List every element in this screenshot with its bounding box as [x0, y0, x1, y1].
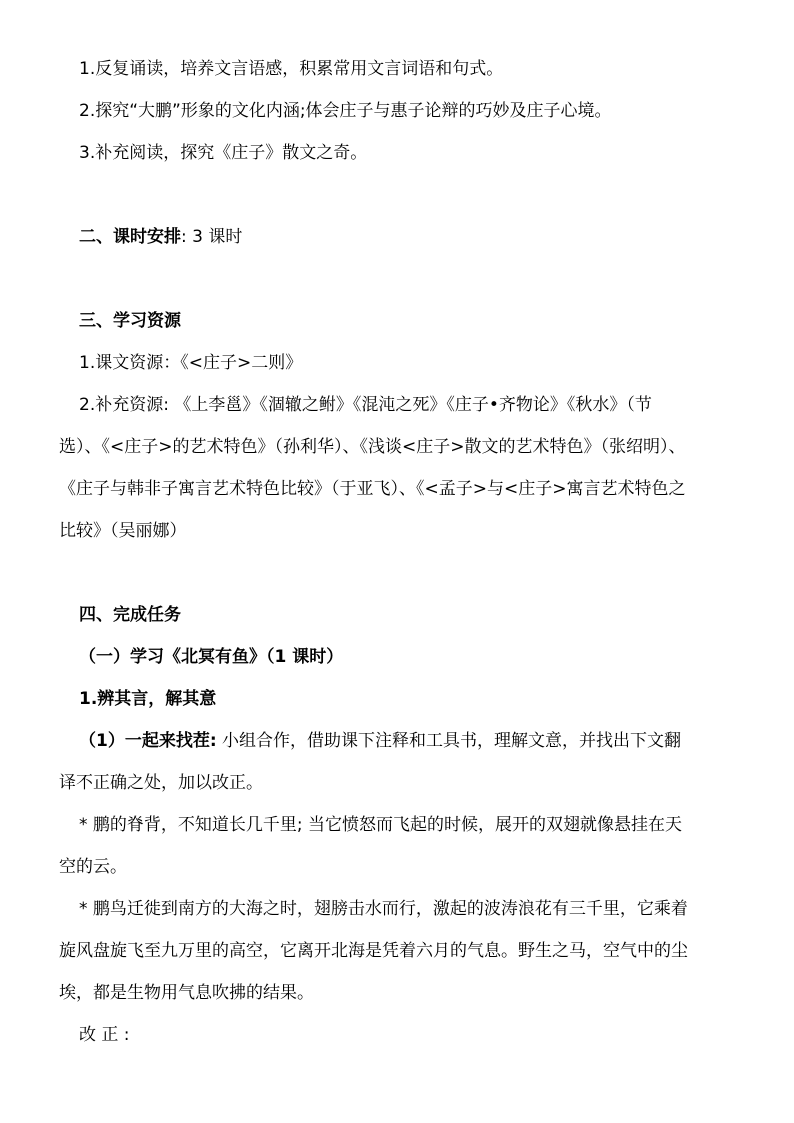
resource-item-2-line: 比较》（吴丽娜）: [59, 521, 187, 541]
task-text-line: 译不正确之处，加以改正。: [59, 773, 263, 793]
point-heading: 1.辨其言，解其意: [79, 689, 217, 709]
quote-1-line: 空的云。: [59, 857, 127, 877]
resource-item-2-line: 选）、《<庄子>的艺术特色》（孙利华）、《浅谈<庄子>散文的艺术特色》（张绍明）、: [59, 437, 686, 457]
correction-label: 改 正 :: [79, 1025, 130, 1045]
objective-3: 3.补充阅读，探究《庄子》散文之奇。: [79, 143, 368, 163]
resource-item-2-line: 2.补充资源: 《上李邕》《涸辙之鲋》《混沌之死》《庄子•齐物论》《秋水》（节: [79, 395, 652, 415]
resource-item-1: 1.课文资源：《<庄子>二则》: [79, 353, 303, 373]
quote-1-line: * 鹏的脊背，不知道长几千里; 当它愤怒而飞起的时候，展开的双翅就像悬挂在天: [79, 815, 683, 835]
quote-2-line: 旋风盘旋飞至九万里的高空，它离开北海是凭着六月的气息。野生之马，空气中的尘: [59, 941, 688, 961]
resource-item-2-line: 《庄子与韩非子寓言艺术特色比较》（于亚飞）、《<孟子>与<庄子>寓言艺术特色之: [59, 479, 686, 499]
quote-2-line: 埃，都是生物用气息吹拂的结果。: [59, 983, 314, 1003]
task-text: 小组合作，借助课下注释和工具书，理解文意，并找出下文翻: [216, 731, 682, 751]
objective-1: 1.反复诵读，培养文言语感，积累常用文言词语和句式。: [79, 59, 504, 79]
section-heading: 二、课时安排: [79, 227, 181, 247]
section-heading: 三、学习资源: [79, 311, 181, 331]
section-schedule: [79, 226, 242, 248]
objective-2: 2.探究“大鹏”形象的文化内涵;体会庄子与惠子论辩的巧妙及庄子心境。: [79, 101, 612, 121]
schedule-value: : 3 课时: [181, 227, 243, 247]
quote-2-line: * 鹏鸟迁徙到南方的大海之时，翅膀击水而行，激起的波涛浪花有三千里，它乘着: [79, 899, 688, 919]
task-label: （1）一起来找茬:: [79, 731, 217, 751]
task-instruction: [79, 730, 681, 752]
section-heading: 四、完成任务: [79, 605, 181, 625]
subsection-heading: （一）学习《北冥有鱼》（1 课时）: [79, 647, 344, 667]
